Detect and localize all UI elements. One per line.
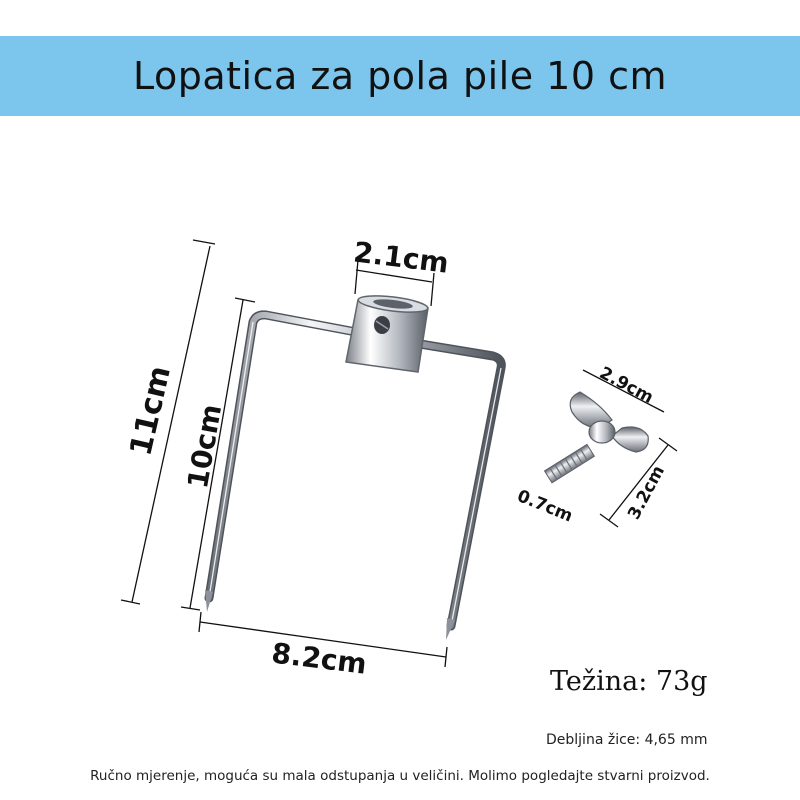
collar [346, 293, 429, 372]
dim-bolt-diameter: 0.7cm [514, 486, 576, 527]
dim-outer-height: 11cm [123, 362, 179, 460]
dim-bolt-length: 3.2cm [624, 462, 670, 523]
dim-wing-span: 2.9cm [596, 363, 657, 409]
wire-thickness-label: Debljina žice: 4,65 mm [546, 732, 708, 748]
dim-prong-spacing: 8.2cm [269, 636, 369, 681]
wing-right [612, 427, 648, 452]
dim-prong-length: 10cm [181, 401, 229, 491]
dim-collar-width: 2.1cm [351, 235, 451, 280]
page-title: Lopatica za pola pile 10 cm [132, 54, 667, 98]
wing-bolt [545, 392, 649, 483]
measurement-disclaimer: Ručno mjerenje, moguća su mala odstupanja u veličini. Molimo pogledajte stvarni proizvod. [90, 768, 710, 784]
bolt-thread [545, 444, 595, 482]
weight-label: Težina: 73g [550, 666, 708, 697]
